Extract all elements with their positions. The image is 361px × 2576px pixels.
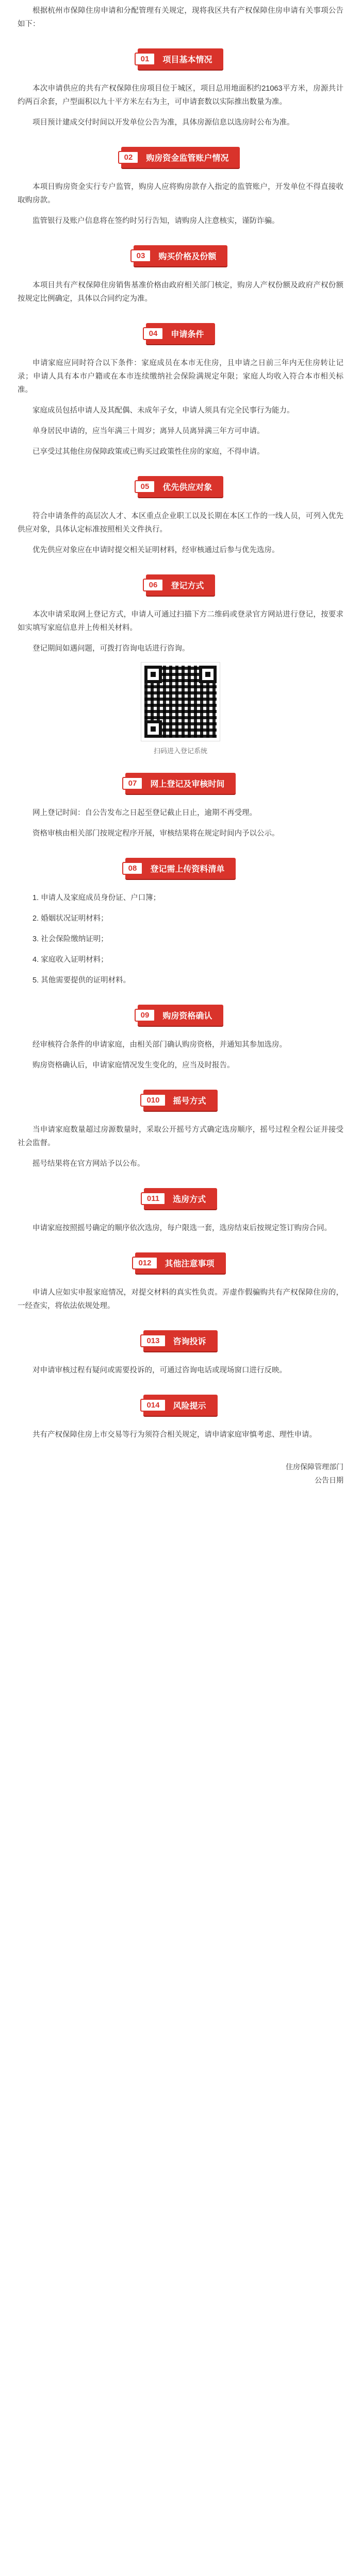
section-heading — [18, 773, 343, 794]
section-paragraph: 4. 家庭收入证明材料； — [32, 956, 108, 964]
section-paragraph: 本次申请供应的共有产权保障住房项目位于城区，项目总用地面积约21063平方米，房源共计约两百余套，户型面积以九十平方米左右为主，可申请套数以实际推出数量为准。 — [18, 84, 343, 106]
section-title: 购买价格及份额 — [158, 252, 217, 261]
section-heading — [18, 1188, 343, 1209]
section-number: 013 — [140, 1334, 166, 1347]
section-paragraph: 申请家庭按照摇号确定的顺序依次选房，每户限选一套，选房结束后按规定签订购房合同。 — [32, 1224, 332, 1232]
section-title: 项目基本情况 — [162, 56, 212, 64]
section-title: 优先供应对象 — [162, 483, 212, 492]
section-paragraph: 共有产权保障住房上市交易等行为须符合相关规定，请申请家庭审慎考虑、理性申请。 — [32, 1431, 317, 1439]
section-paragraph: 2. 婚姻状况证明材料； — [32, 914, 108, 923]
section-title: 购房资格确认 — [162, 1012, 212, 1021]
section-title-badge — [143, 1330, 217, 1351]
section-title-badge — [135, 1252, 225, 1274]
qr-finder-icon — [199, 666, 217, 683]
section-title: 网上登记及审核时间 — [150, 780, 225, 789]
section-heading — [18, 1252, 343, 1274]
section-number: 05 — [135, 480, 156, 493]
footer — [18, 1460, 343, 1487]
section-number: 07 — [122, 777, 143, 790]
section-paragraph: 家庭成员包括申请人及其配偶、未成年子女，申请人须具有完全民事行为能力。 — [32, 406, 294, 415]
section-title-badge — [143, 1395, 217, 1416]
section-number: 02 — [118, 151, 139, 164]
section-title-badge — [138, 476, 224, 497]
section-number: 011 — [141, 1192, 166, 1205]
section-title: 摇号方式 — [173, 1097, 206, 1106]
section-heading — [18, 245, 343, 266]
section-paragraph: 对申请审核过程有疑问或需要投诉的，可通过咨询电话或现场窗口进行反映。 — [32, 1366, 287, 1375]
section-title-badge — [146, 574, 216, 596]
qr-caption: 扫码进入登记系统 — [153, 747, 207, 755]
section-paragraph: 项目预计建成交付时间以开发单位公告为准，具体房源信息以选房时公布为准。 — [32, 118, 294, 127]
section-heading — [18, 1330, 343, 1351]
section-number: 08 — [122, 862, 143, 875]
section-heading — [18, 1395, 343, 1416]
section-title-badge — [125, 858, 236, 879]
section-heading — [18, 476, 343, 497]
section-number: 06 — [143, 579, 164, 591]
section-paragraph: 购房资格确认后，申请家庭情况发生变化的，应当及时报告。 — [32, 1061, 235, 1070]
section-paragraph: 摇号结果将在官方网站予以公布。 — [32, 1160, 145, 1168]
section-paragraph: 已享受过其他住房保障政策或已购买过政策性住房的家庭，不得申请。 — [32, 448, 265, 456]
section-title: 咨询投诉 — [173, 1337, 206, 1346]
section-paragraph: 经审核符合条件的申请家庭，由相关部门确认购房资格，并通知其参加选房。 — [32, 1041, 287, 1049]
section-number: 010 — [140, 1094, 166, 1107]
intro-paragraph: 根据杭州市保障住房申请和分配管理有关规定，现将我区共有产权保障住房申请有关事项公告如下： — [18, 7, 343, 28]
section-number: 012 — [132, 1257, 157, 1269]
footer-date: 公告日期 — [315, 1476, 343, 1484]
section-paragraph: 本次申请采取网上登记方式，申请人可通过扫描下方二维码或登录官方网站进行登记，按要求如实填写家庭信息并上传相关材料。 — [18, 611, 343, 632]
footer-org: 住房保障管理部门 — [286, 1463, 343, 1471]
section-title: 购房资金监管账户情况 — [146, 154, 229, 163]
section-title: 其他注意事项 — [165, 1260, 215, 1268]
section-title-badge — [134, 245, 228, 266]
section-number: 09 — [135, 1009, 156, 1022]
section-paragraph: 资格审核由相关部门按规定程序开展，审核结果将在规定时间内予以公示。 — [32, 829, 280, 838]
section-paragraph: 1. 申请人及家庭成员身份证、户口簿； — [32, 894, 161, 902]
section-number: 04 — [143, 327, 164, 340]
section-title: 选房方式 — [173, 1195, 206, 1204]
section-paragraph: 申请人应如实申报家庭情况，对提交材料的真实性负责。弄虚作假骗购共有产权保障住房的，一经查实，将依法依规处理。 — [18, 1289, 343, 1310]
section-title-badge — [121, 147, 240, 168]
section-paragraph: 本项目购房资金实行专户监管，购房人应将购房款存入指定的监管账户，开发单位不得直接收取购房款。 — [18, 183, 343, 205]
section-heading — [18, 1005, 343, 1026]
section-title-badge — [144, 1188, 217, 1209]
section-paragraph: 网上登记时间：自公告发布之日起至登记截止日止，逾期不再受理。 — [32, 809, 257, 817]
section-paragraph: 符合申请条件的高层次人才、本区重点企业职工以及长期在本区工作的一线人员，可列入优先供应对象，具体认定标准按照相关文件执行。 — [18, 512, 343, 534]
section-number: 01 — [135, 53, 156, 65]
section-heading — [18, 323, 343, 344]
section-heading — [18, 48, 343, 70]
section-heading — [18, 574, 343, 596]
section-paragraph: 本项目共有产权保障住房销售基准价格由政府相关部门核定，购房人产权份额及政府产权份额按规定比例确定，具体以合同约定为准。 — [18, 281, 343, 303]
section-title: 风险提示 — [173, 1402, 206, 1411]
section-title-badge — [146, 323, 216, 344]
qr-code-icon[interactable] — [141, 663, 220, 741]
section-paragraph: 优先供应对象应在申请时提交相关证明材料，经审核通过后参与优先选房。 — [32, 546, 280, 554]
section-number: 03 — [130, 249, 152, 262]
section-paragraph: 当申请家庭数量超过房源数量时，采取公开摇号方式确定选房顺序，摇号过程全程公证并接受社会监督。 — [18, 1126, 343, 1147]
section-title: 申请条件 — [171, 330, 204, 339]
section-heading — [18, 858, 343, 879]
section-paragraph: 申请家庭应同时符合以下条件：家庭成员在本市无住房，且申请之日前三年内无住房转让记录；申请人具有本市户籍或在本市连续缴纳社会保险满规定年限；家庭人均收入符合本市相关标准。 — [18, 359, 343, 394]
section-title: 登记方式 — [171, 582, 204, 590]
section-title-badge — [143, 1090, 217, 1111]
section-title-badge — [138, 1005, 224, 1026]
qr-finder-icon — [144, 720, 162, 738]
section-paragraph: 单身居民申请的，应当年满三十周岁；离异人员离异满三年方可申请。 — [32, 427, 265, 435]
section-paragraph: 监管银行及账户信息将在签约时另行告知，请购房人注意核实，谨防诈骗。 — [32, 217, 280, 225]
section-title-badge — [138, 48, 224, 70]
section-heading — [18, 147, 343, 168]
sections-container — [18, 48, 343, 1442]
section-paragraph: 3. 社会保险缴纳证明； — [32, 935, 108, 943]
section-paragraph: 5. 其他需要提供的证明材料。 — [32, 976, 131, 985]
section-heading — [18, 1090, 343, 1111]
section-number: 014 — [140, 1399, 166, 1412]
section-title-badge — [125, 773, 236, 794]
qr-finder-icon — [144, 666, 162, 683]
qr-block — [18, 663, 343, 755]
section-paragraph: 登记期间如遇问题，可拨打咨询电话进行咨询。 — [32, 645, 190, 653]
section-title: 登记需上传资料清单 — [150, 865, 225, 874]
